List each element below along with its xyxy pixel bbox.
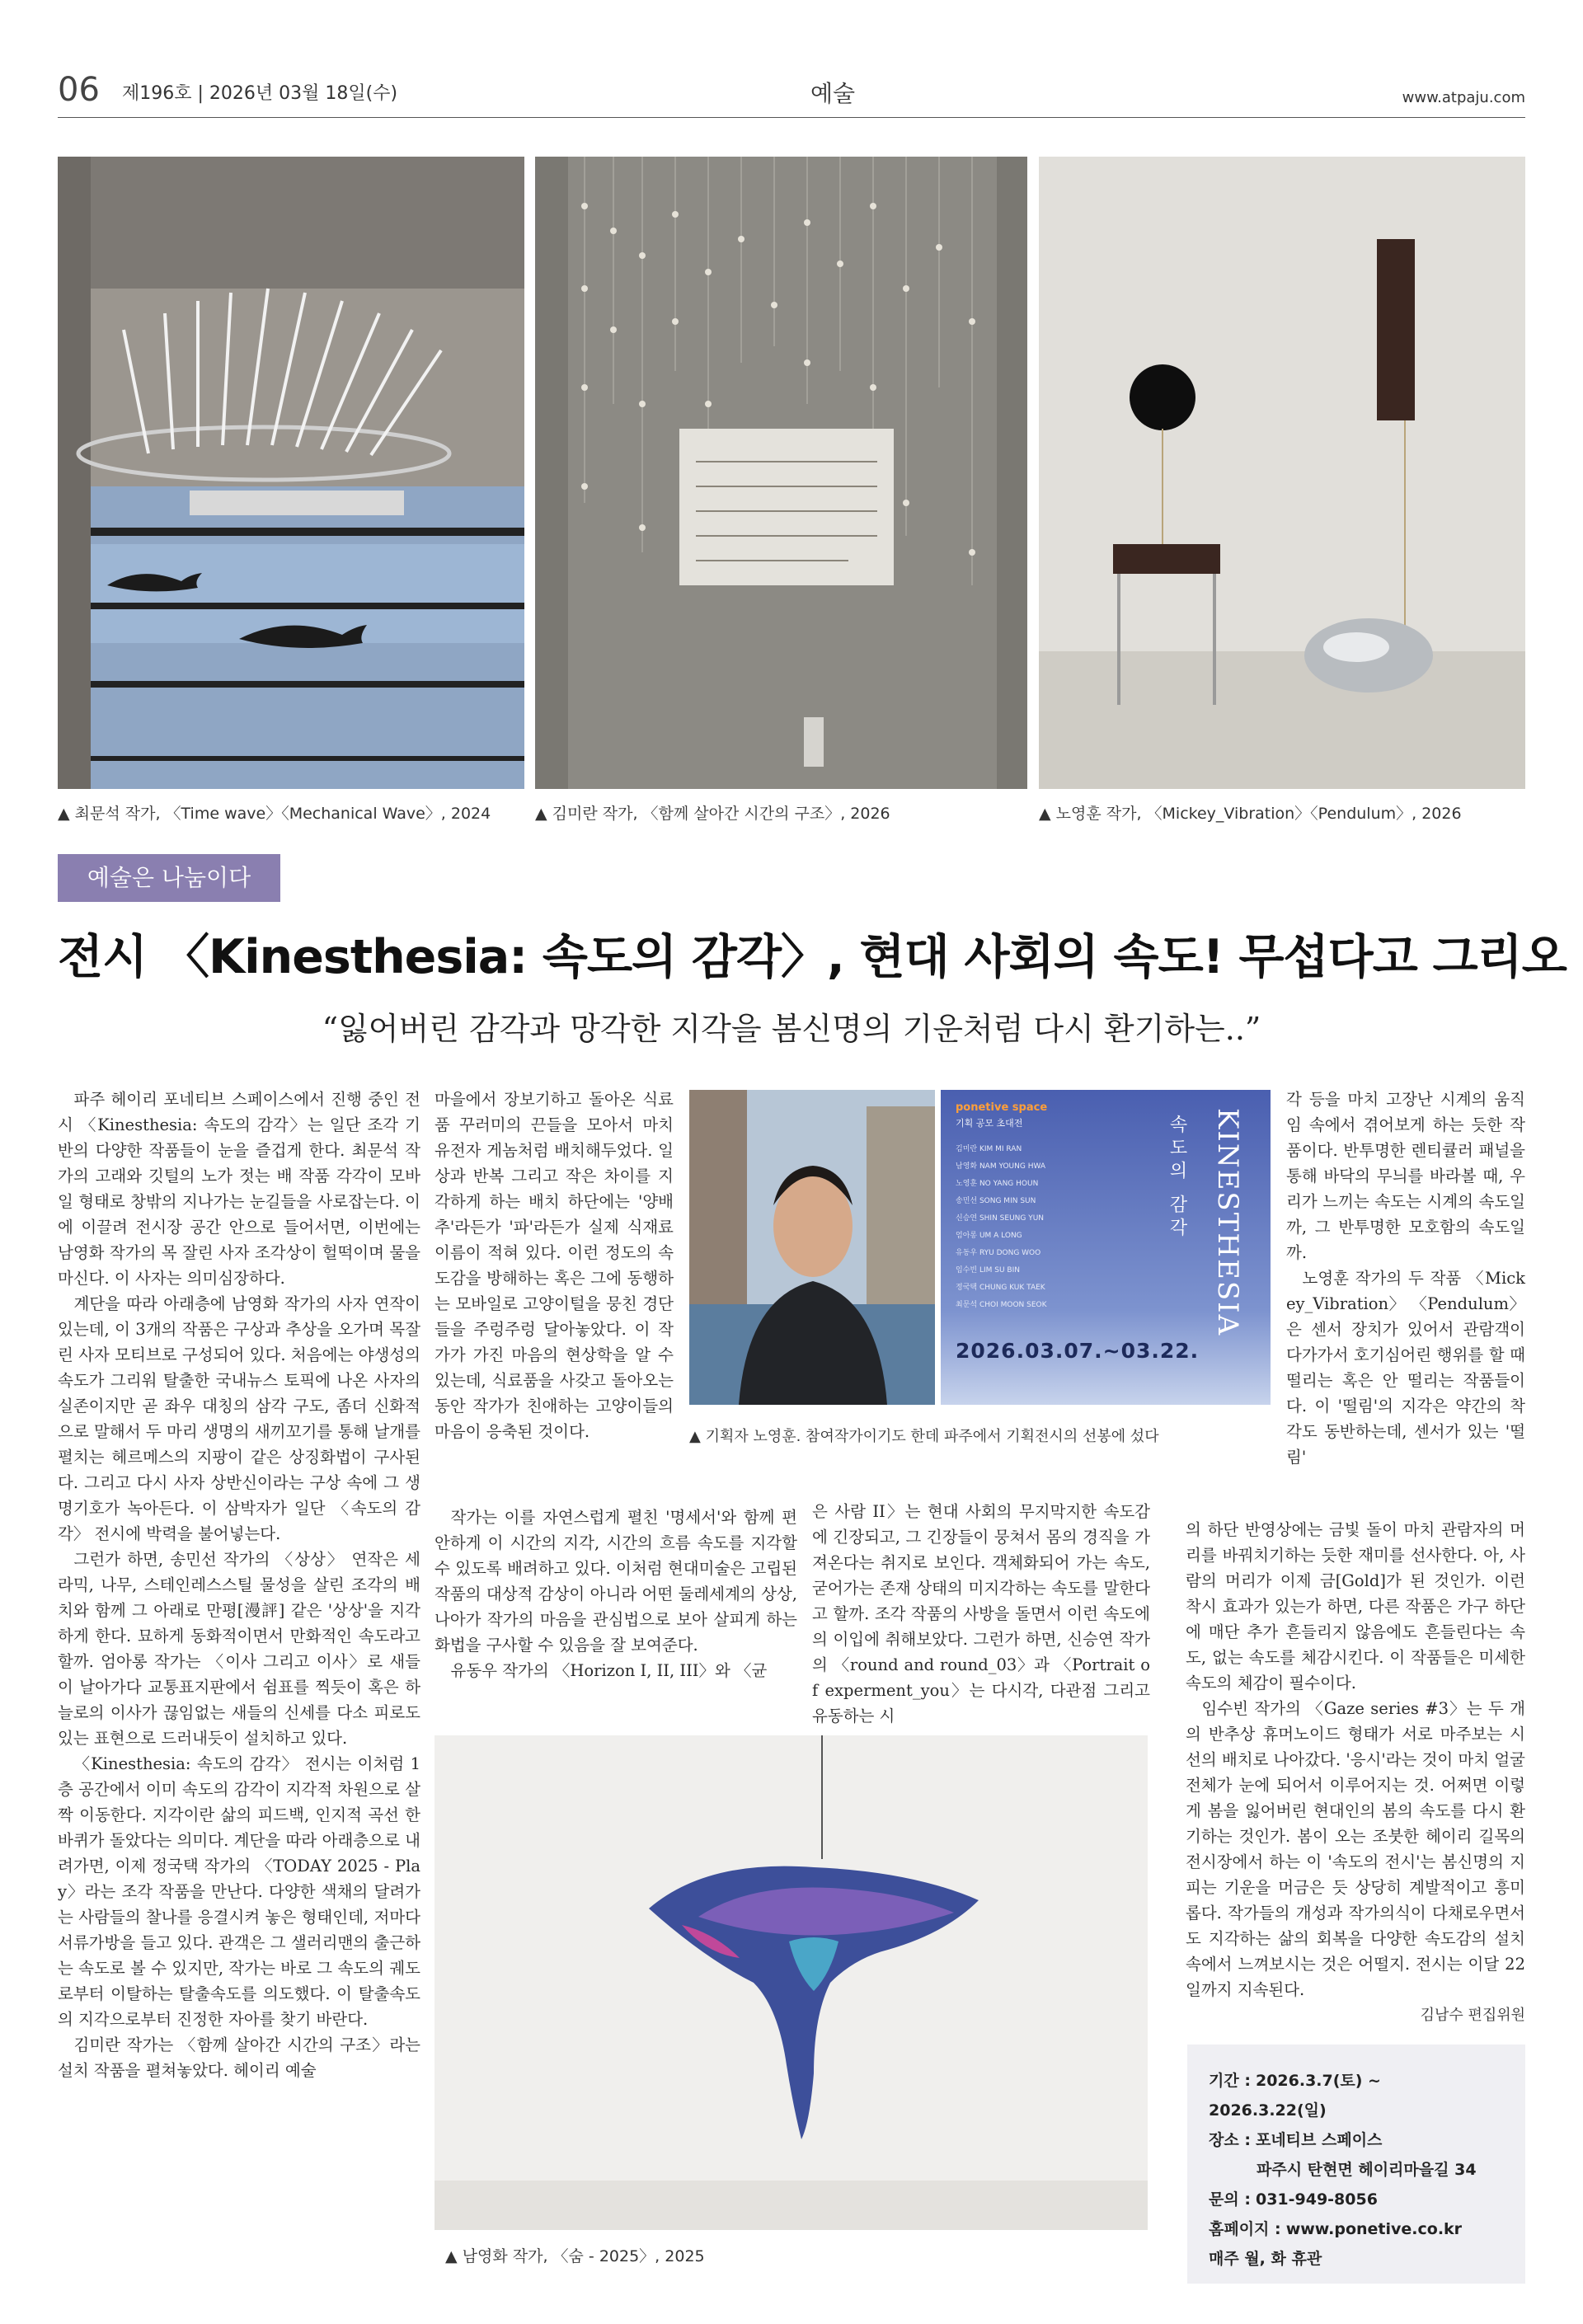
caption-photo-2: ▲ 김미란 작가, 〈함께 살아간 시간의 구조〉, 2026 bbox=[535, 805, 890, 823]
curator-portrait bbox=[689, 1090, 935, 1405]
paragraph: 〈Kinesthesia: 속도의 감각〉 전시는 이처럼 1층 공간에서 이미 속도의 감각이 지각적 차원으로 살짝 이동한다. 지각이란 삶의 피드백, 인지적 곡선 한바퀴가 돌았다는 의미다. 계단을 따라 아래층으로 내려가면, 이제 정국택 작가의 〈TODAY 2025 - Play〉라는 조각 작품을 만난다. 다양한 색채의 달려가는 사람들의 찰나를 응결시켜 놓은 형태인데, 저마다 서류가방을 들고 있다. 관객은 그 샐러리맨의 출근하는 속도로 볼 수 있지만, 작가는 바로 그 속도의 궤도로부터 이탈하는 탈출속도를 의도했다. 이 탈출속도의 지각으로부터 진정한 자아를 찾기 바란다. bbox=[58, 1754, 420, 2029]
caption-portrait: ▲ 기획자 노영훈. 참여작가이기도 한데 파주에서 기획전시의 선봉에 섰다 bbox=[689, 1428, 1159, 1445]
poster-artist: 임수빈 LIM SU BIN bbox=[956, 1266, 1020, 1275]
photo-time-wave bbox=[58, 157, 524, 789]
poster-dates bbox=[956, 1339, 1199, 1363]
photo-mickey-vibration bbox=[1039, 157, 1525, 789]
paragraph: 파주 헤이리 포네티브 스페이스에서 진행 중인 전시 〈Kinesthesia: 속도의 감각〉는 일단 조각 기반의 다양한 작품들이 눈을 즐겁게 한다. 최문석 작가의 고래와 깃털의 노가 젓는 배 작품 각각이 모바일 형태로 창밖의 지나가는 눈길들을 사로잡는다. 이에 이끌려 전시장 공간 안으로 들어서면, 이번에는 남영화 작가의 목 잘린 사자 조각상이 헐떡이며 물을 마신다. 이 사자는 의미심장하다. bbox=[58, 1090, 420, 1288]
paragraph: 김미란 작가는 〈함께 살아간 시간의 구조〉라는 설치 작품을 펼쳐놓았다. 헤이리 예술 bbox=[58, 2035, 420, 2080]
headline: 전시 〈Kinesthesia: 속도의 감각〉, 현대 사회의 속도! 무섭다고 그리오 bbox=[58, 930, 1567, 984]
issue-info: 제196호 | 2026년 03월 18일(수) bbox=[122, 83, 398, 104]
article-column-4b bbox=[1186, 1517, 1525, 1997]
header-divider bbox=[58, 117, 1525, 118]
poster-artist: 노영훈 NO YANG HOUN bbox=[956, 1180, 1039, 1188]
exhibition-poster bbox=[941, 1090, 1271, 1405]
page-number: 06 bbox=[58, 71, 100, 109]
info-closed-value: 매주 월, 화 휴관 bbox=[1209, 2250, 1322, 2268]
paragraph: 마을에서 장보기하고 돌아온 식료품 꾸러미의 끈들을 모아서 마치 유전자 게놈처럼 배치해두었다. 일상과 반복 그리고 작은 차이를 지각하게 하는 배치 하단에는 '양배추'라든가 '파'라든가 실제 식재료 이름이 적혀 있다. 이런 정도의 속도감을 방해하는 혹은 그에 동행하는 모바일로 고양이털을 뭉친 경단들을 주렁주렁 달아놓았다. 이 작가가 가진 마음의 현상학을 알 수 있는데, 식료품을 사갖고 돌아오는 동안 작가가 친애하는 고양이들의 마음이 응축된 것이다. bbox=[435, 1090, 674, 1441]
poster-artist: 김미란 KIM MI RAN bbox=[956, 1145, 1022, 1153]
poster-artist: 신승연 SHIN SEUNG YUN bbox=[956, 1214, 1045, 1223]
page-header bbox=[58, 71, 1525, 114]
section-name: 예술 bbox=[810, 80, 856, 107]
info-phone bbox=[1209, 2185, 1504, 2214]
poster-date-start: 2026.03.07. bbox=[956, 1339, 1103, 1363]
info-phone-value: 031-949-8056 bbox=[1255, 2190, 1378, 2209]
info-period-value: 2026.3.7(토) ~ 2026.3.22(일) bbox=[1209, 2072, 1381, 2120]
info-period-label: 기간 : bbox=[1209, 2072, 1251, 2090]
info-venue-value: 포네티브 스페이스 bbox=[1255, 2131, 1383, 2149]
info-homepage-link[interactable]: www.ponetive.co.kr bbox=[1285, 2220, 1463, 2238]
info-phone-label: 문의 : bbox=[1209, 2190, 1251, 2209]
paragraph: 임수빈 작가의 〈Gaze series #3〉는 두 개의 반추상 휴머노이드 형태가 서로 마주보는 시선의 배치로 나아갔다. '응시'라는 것이 마치 얼굴 전체가 눈에 되어서 이루어지는 것. 어쩌면 이렇게 봄을 잃어버린 현대인의 봄의 속도를 다시 환기하는 것인가. 봄이 오는 조붓한 헤이리 길목의 전시장에서 하는 이 '속도의 전시'는 봄신명의 지피는 기운을 머금은 듯 상당히 계발적이고 흥미롭다. 작가들의 개성과 작가의식이 다채로우면서도 지각하는 삶의 회복을 다양한 속도감의 설치 속에서 느껴보시는 것은 어떨지. 전시는 이달 22일까지 지속된다. bbox=[1186, 1699, 1526, 1999]
paragraph: 그런가 하면, 송민선 작가의 〈상상〉 연작은 세라믹, 나무, 스테인레스스틸 물성을 살린 조각의 배치와 함께 그 아래로 만평[漫評] 같은 '상상'을 지각하게 한다. 묘하게 동화적이면서 만화적인 속도라고 할까. 엄아롱 작가는 〈이사 그리고 이사〉로 새들이 날아가다 교통표지판에서 쉼표를 찍듯이 혹은 하늘로의 이사가 끊임없는 새들의 신세를 다소 피로도 있는 표현으로 드러내듯이 설치하고 있다. bbox=[58, 1550, 420, 1748]
website-link[interactable]: www.atpaju.com bbox=[1402, 89, 1525, 106]
article-column-2b bbox=[435, 1505, 797, 1711]
info-homepage-label: 홈페이지 : bbox=[1209, 2220, 1281, 2238]
poster-artist: 정국택 CHUNG KUK TAEK bbox=[956, 1284, 1045, 1292]
poster-subtitle: 기획 공모 초대전 bbox=[956, 1118, 1023, 1129]
caption-sculpture: ▲ 남영화 작가, 〈숨 - 2025〉, 2025 bbox=[445, 2247, 705, 2265]
paragraph: 유동우 작가의 〈Horizon I, II, III〉와 〈균 bbox=[450, 1661, 768, 1680]
paragraph: 은 사람 II〉는 현대 사회의 무지막지한 속도감에 긴장되고, 그 긴장들이 뭉쳐서 몸의 경직을 가져온다는 취지로 보인다. 객체화되어 가는 속도, 굳어가는 존재 상태의 미지각하는 속도를 말한다고 할까. 조각 작품의 사방을 돌면서 이런 속도에의 이입에 취해보았다. 그런가 하면, 신승연 작가의 〈round and round_03〉과 〈Portrait of experment_you〉는 다시각, 다관점 그리고 유동하는 시 bbox=[812, 1502, 1150, 1725]
poster-brand: ponetive space bbox=[956, 1101, 1048, 1114]
exhibition-info-box bbox=[1187, 2045, 1525, 2284]
poster-artist: 유동우 RYU DONG WOO bbox=[956, 1249, 1041, 1257]
paragraph: 계단을 따라 아래층에 남영화 작가의 사자 연작이 있는데, 이 3개의 작품은 구상과 추상을 오가며 목잘린 사자 모티브로 구성되어 있다. 처음에는 야생성의 속도가 그리워 탈출한 국내뉴스 토픽에 나온 사자의 실존이지만 곧 좌우 대칭의 삼각 구도, 좀더 신화적으로 말해서 두 마리 생명의 새끼꼬기를 통해 날개를 펼치는 헤르메스의 지팡이 같은 상징화법이 구사된다. 그리고 다시 사자 상반신이라는 구상 속에 그 생명기호가 녹아든다. 이 삼박자가 일단 〈속도의 감각〉 전시에 박력을 불어넣는다. bbox=[58, 1294, 420, 1543]
byline: 김남수 편집위원 bbox=[1420, 2007, 1525, 2024]
poster-title-korean: 속도의 감각 bbox=[1167, 1115, 1187, 1241]
paragraph: 노영훈 작가의 두 작품 〈Mickey_Vibration〉 〈Pendulum〉은 센서 장치가 있어서 관람객이 다가가서 호기심어린 행위를 할 때 떨리는 혹은 안 떨리는 작품들이다. 이 '떨림'의 지각은 약간의 착각도 동반하는데, 센서가 있는 '떨림' bbox=[1286, 1269, 1525, 1467]
subheadline: “잃어버린 감각과 망각한 지각을 봄신명의 기운처럼 다시 환기하는..” bbox=[322, 1011, 1261, 1047]
caption-photo-1: ▲ 최문석 작가, 〈Time wave〉〈Mechanical Wave〉, 2024 bbox=[58, 805, 491, 823]
poster-artist: 송민선 SONG MIN SUN bbox=[956, 1197, 1036, 1205]
article-column-2 bbox=[435, 1087, 674, 1499]
poster-artist-list bbox=[956, 1141, 1047, 1314]
info-closed bbox=[1209, 2244, 1504, 2274]
info-venue-label: 장소 : bbox=[1209, 2131, 1251, 2149]
paragraph: 작가는 이를 자연스럽게 펼친 '명세서'와 함께 편안하게 이 시간의 지각, 시간의 흐름 속도를 지각할 수 있도록 배려하고 있다. 이처럼 현대미술은 고립된 작품의 대상적 감상이 아니라 어떤 둘레세계의 상상, 나아가 작가의 마음을 관심법으로 보아 살피게 하는 화법을 구사할 수 있음을 잘 보여준다. bbox=[435, 1508, 797, 1655]
section-tag: 예술은 나눔이다 bbox=[58, 854, 280, 902]
paragraph: 의 하단 반영상에는 금빛 돌이 마치 관람자의 머리를 바꿔치기하는 듯한 재미를 선사한다. 아, 사람의 머리가 이제 금[Gold]가 된 것인가. 이런 착시 효과가 있는가 하면, 다른 작품은 가구 하단에 매단 추가 흔들리지 않음에도 흔들린다는 속도, 없는 속도를 체감시킨다. 이 작품들은 미세한 속도의 체감이 필수이다. bbox=[1186, 1520, 1525, 1693]
info-address bbox=[1209, 2155, 1504, 2185]
poster-artist: 남영화 NAM YOUNG HWA bbox=[956, 1162, 1046, 1171]
info-homepage bbox=[1209, 2214, 1504, 2244]
photo-sculpture-breath bbox=[435, 1735, 1148, 2230]
poster-artist: 엄아롱 UM A LONG bbox=[956, 1232, 1022, 1240]
article-column-3 bbox=[812, 1499, 1150, 1725]
caption-photo-3: ▲ 노영훈 작가, 〈Mickey_Vibration〉〈Pendulum〉, 2026 bbox=[1039, 805, 1462, 823]
paragraph: 각 등을 마치 고장난 시계의 움직임 속에서 겪어보게 하는 듯한 작품이다. 반투명한 렌티큘러 패널을 통해 바닥의 무늬를 바라볼 때, 우리가 느끼는 속도는 시계의 속도일까, 그 반투명한 모호함의 속도일까. bbox=[1286, 1090, 1525, 1262]
poster-artist: 최문석 CHOI MOON SEOK bbox=[956, 1301, 1047, 1309]
info-venue bbox=[1209, 2125, 1504, 2155]
photo-structure-of-time bbox=[535, 157, 1027, 789]
poster-date-end: ~03.22. bbox=[1102, 1339, 1200, 1363]
info-period bbox=[1209, 2066, 1504, 2125]
article-column-1 bbox=[58, 1087, 420, 2290]
article-column-4 bbox=[1286, 1087, 1525, 1515]
poster-title-vertical: KINESTHESIA bbox=[1211, 1108, 1244, 1337]
info-address-value: 파주시 탄현면 헤이리마을길 34 bbox=[1257, 2161, 1477, 2179]
